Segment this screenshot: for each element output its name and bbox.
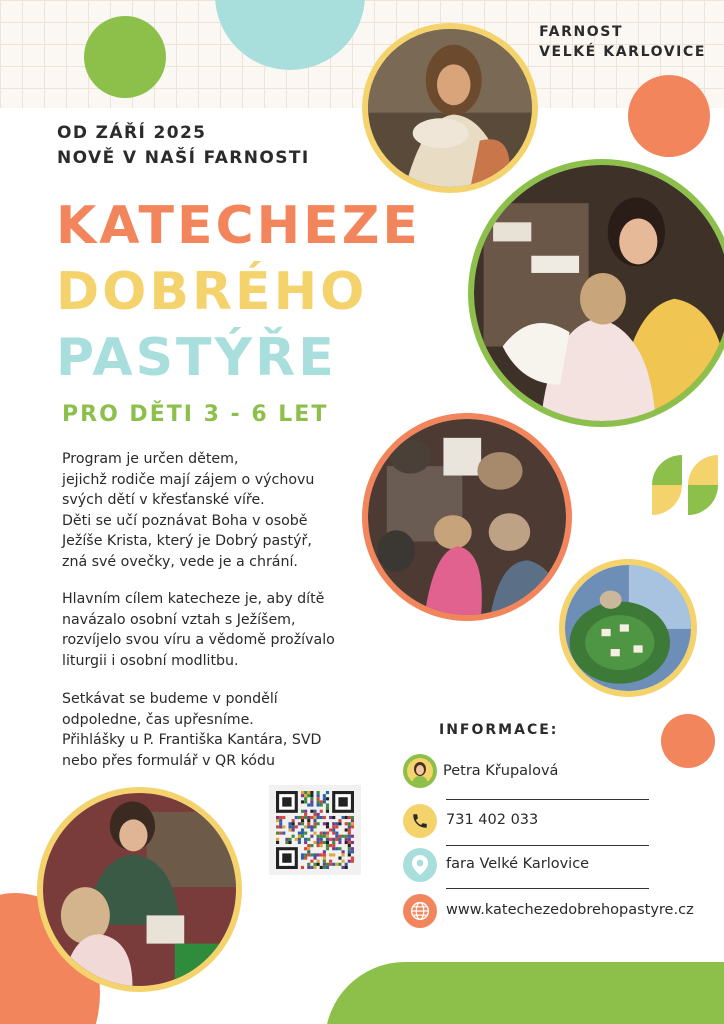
qr-module	[288, 828, 291, 831]
qr-module	[301, 800, 304, 803]
qr-module	[320, 844, 323, 847]
qr-module	[288, 838, 291, 841]
qr-module	[276, 832, 279, 835]
qr-module	[323, 853, 326, 856]
qr-module	[348, 832, 351, 835]
qr-module	[326, 797, 329, 800]
qr-module	[307, 794, 310, 797]
text-line: Program je určen dětem,	[62, 451, 239, 467]
qr-module	[304, 857, 307, 860]
new-in-parish: NOVĚ V NAŠÍ FARNOSTI	[57, 148, 310, 168]
qr-module	[301, 835, 304, 838]
contact-name: Petra Křupalová	[443, 763, 559, 779]
qr-module	[288, 825, 291, 828]
qr-module	[348, 822, 351, 825]
qr-module	[348, 828, 351, 831]
qr-module	[348, 860, 351, 863]
text-line: odpoledne, čas upřesníme.	[62, 711, 254, 728]
qr-module	[276, 819, 279, 822]
qr-module	[320, 853, 323, 856]
qr-module	[307, 803, 310, 806]
qr-module	[310, 828, 313, 831]
text-line: Přihlášky u P. Františka Kantára, SVD	[62, 732, 322, 748]
qr-module	[317, 822, 320, 825]
registration-qr-code[interactable]	[269, 785, 361, 875]
qr-module	[326, 835, 329, 838]
qr-module	[313, 857, 316, 860]
paragraph-goal	[62, 589, 392, 671]
qr-module	[313, 841, 316, 844]
sheep-model-photo	[559, 559, 697, 697]
qr-module	[323, 841, 326, 844]
qr-module	[298, 816, 301, 819]
qr-module	[310, 800, 313, 803]
qr-module	[307, 816, 310, 819]
qr-module	[335, 847, 338, 850]
divider	[446, 888, 649, 889]
text-line: zná své ovečky, vede je a chrání.	[62, 553, 298, 570]
parish-name	[539, 22, 706, 62]
qr-module	[307, 825, 310, 828]
qr-module	[282, 832, 285, 835]
qr-module	[342, 816, 345, 819]
qr-module	[317, 800, 320, 803]
qr-module	[304, 816, 307, 819]
qr-module	[304, 797, 307, 800]
qr-module	[323, 835, 326, 838]
qr-module	[332, 847, 335, 850]
qr-module	[313, 866, 316, 869]
qr-module	[332, 822, 335, 825]
qr-module	[348, 841, 351, 844]
qr-module	[351, 850, 354, 853]
qr-module	[292, 819, 295, 822]
qr-module	[301, 791, 304, 794]
green-circle-top	[84, 16, 166, 98]
title-line-3: PASTÝŘE	[56, 328, 337, 388]
qr-module	[304, 794, 307, 797]
qr-finder-pattern	[338, 797, 347, 806]
qr-module	[351, 835, 354, 838]
orange-circle-right	[628, 75, 710, 157]
globe-icon	[403, 894, 437, 928]
location-text: fara Velké Karlovice	[446, 856, 590, 872]
qr-module	[304, 847, 307, 850]
catechist-with-child-photo	[468, 159, 724, 427]
qr-module	[279, 819, 282, 822]
qr-module	[351, 857, 354, 860]
qr-module	[307, 791, 310, 794]
qr-module	[342, 860, 345, 863]
qr-module	[317, 803, 320, 806]
qr-module	[310, 794, 313, 797]
qr-module	[326, 832, 329, 835]
qr-module	[335, 835, 338, 838]
qr-module	[345, 828, 348, 831]
qr-module	[320, 866, 323, 869]
qr-module	[301, 819, 304, 822]
qr-module	[338, 841, 341, 844]
qr-module	[279, 832, 282, 835]
qr-module	[301, 794, 304, 797]
qr-module	[310, 866, 313, 869]
qr-module	[282, 816, 285, 819]
qr-module	[351, 841, 354, 844]
qr-module	[320, 810, 323, 813]
qr-module	[338, 863, 341, 866]
qr-module	[326, 847, 329, 850]
qr-module	[332, 853, 335, 856]
qr-module	[345, 835, 348, 838]
qr-module	[298, 835, 301, 838]
qr-module	[348, 847, 351, 850]
divider	[446, 845, 649, 846]
qr-module	[298, 838, 301, 841]
qr-module	[304, 825, 307, 828]
qr-module	[310, 860, 313, 863]
qr-finder-pattern	[282, 853, 291, 862]
qr-module	[326, 822, 329, 825]
qr-module	[320, 832, 323, 835]
qr-module	[276, 841, 279, 844]
qr-module	[292, 822, 295, 825]
children-activity-photo	[362, 413, 572, 621]
qr-module	[332, 825, 335, 828]
qr-module	[317, 791, 320, 794]
qr-module	[304, 810, 307, 813]
qr-module	[279, 816, 282, 819]
qr-module	[326, 803, 329, 806]
start-date: OD ZÁŘÍ 2025	[57, 123, 207, 143]
qr-module	[348, 825, 351, 828]
qr-module	[310, 825, 313, 828]
qr-module	[351, 822, 354, 825]
qr-module	[326, 841, 329, 844]
qr-module	[326, 810, 329, 813]
qr-module	[351, 825, 354, 828]
qr-module	[323, 816, 326, 819]
qr-module	[276, 838, 279, 841]
qr-module	[304, 791, 307, 794]
qr-module	[326, 807, 329, 810]
parish-line-1: FARNOST	[539, 24, 624, 40]
qr-module	[342, 850, 345, 853]
qr-module	[329, 853, 332, 856]
qr-module	[304, 813, 307, 816]
website-link[interactable]: www.katechezedobrehopastyre.cz	[446, 902, 694, 918]
qr-module	[326, 791, 329, 794]
qr-module	[338, 857, 341, 860]
paragraph-purpose	[62, 449, 392, 572]
qr-module	[301, 857, 304, 860]
parish-line-2: VELKÉ KARLOVICE	[539, 44, 706, 60]
qr-module	[323, 860, 326, 863]
qr-module	[329, 838, 332, 841]
divider	[446, 799, 649, 800]
qr-module	[301, 866, 304, 869]
qr-module	[307, 853, 310, 856]
qr-module	[335, 863, 338, 866]
qr-module	[301, 810, 304, 813]
text-line: Ježíše Krista, který je Dobrý pastýř,	[62, 533, 312, 549]
qr-module	[345, 822, 348, 825]
qr-module	[317, 838, 320, 841]
qr-module	[288, 841, 291, 844]
text-line: svých dětí v křesťanské víře.	[62, 492, 265, 508]
qr-module	[323, 866, 326, 869]
qr-module	[323, 822, 326, 825]
qr-module	[298, 841, 301, 844]
qr-module	[317, 797, 320, 800]
qr-module	[307, 850, 310, 853]
qr-module	[335, 832, 338, 835]
qr-module	[342, 866, 345, 869]
qr-module	[326, 844, 329, 847]
qr-module	[329, 816, 332, 819]
qr-module	[304, 853, 307, 856]
qr-module	[332, 816, 335, 819]
text-line: nebo přes formulář v QR kódu	[62, 752, 275, 769]
qr-module	[338, 838, 341, 841]
text-line: Děti se učí poznávat Boha v osobě	[62, 512, 308, 529]
qr-module	[301, 822, 304, 825]
qr-module	[285, 838, 288, 841]
qr-module	[323, 863, 326, 866]
qr-module	[295, 825, 298, 828]
qr-module	[332, 832, 335, 835]
qr-module	[310, 810, 313, 813]
qr-module	[345, 863, 348, 866]
qr-module	[298, 822, 301, 825]
qr-module	[326, 866, 329, 869]
text-line: rozvíjelo svou víru a vědomě prožívalo	[62, 632, 335, 648]
qr-module	[323, 850, 326, 853]
qr-module	[304, 800, 307, 803]
qr-module	[313, 832, 316, 835]
qr-module	[332, 828, 335, 831]
qr-module	[345, 866, 348, 869]
qr-module	[323, 800, 326, 803]
qr-module	[276, 816, 279, 819]
qr-module	[301, 816, 304, 819]
qr-module	[351, 847, 354, 850]
qr-module	[292, 825, 295, 828]
qr-module	[307, 847, 310, 850]
qr-module	[345, 816, 348, 819]
qr-module	[301, 853, 304, 856]
qr-module	[295, 838, 298, 841]
qr-module	[317, 835, 320, 838]
text-line: liturgii i osobní modlitbu.	[62, 652, 239, 669]
qr-module	[317, 860, 320, 863]
phone-number[interactable]: 731 402 033	[446, 812, 539, 828]
qr-module	[338, 847, 341, 850]
qr-module	[313, 863, 316, 866]
qr-module	[329, 828, 332, 831]
qr-finder-pattern	[282, 797, 291, 806]
qr-module	[313, 816, 316, 819]
qr-module	[310, 791, 313, 794]
qr-module	[282, 825, 285, 828]
qr-module	[348, 850, 351, 853]
qr-module	[313, 822, 316, 825]
qr-module	[320, 803, 323, 806]
qr-module	[307, 838, 310, 841]
qr-code-icon	[275, 791, 355, 869]
qr-module	[326, 825, 329, 828]
qr-module	[329, 863, 332, 866]
title-line-2: DOBRÉHO	[56, 262, 368, 322]
qr-module	[301, 828, 304, 831]
qr-module	[323, 794, 326, 797]
qr-module	[351, 816, 354, 819]
green-blob-bottom-right	[325, 962, 724, 1024]
qr-module	[348, 844, 351, 847]
location-pin-icon	[403, 848, 437, 882]
contact-person-icon	[403, 754, 437, 788]
qr-module	[295, 816, 298, 819]
qr-module	[307, 819, 310, 822]
title-line-1: KATECHEZE	[56, 196, 421, 256]
jesus-shepherd-photo	[362, 23, 538, 193]
qr-module	[279, 822, 282, 825]
qr-module	[351, 860, 354, 863]
qr-module	[317, 794, 320, 797]
qr-module	[348, 853, 351, 856]
qr-module	[351, 819, 354, 822]
qr-module	[298, 832, 301, 835]
qr-module	[307, 863, 310, 866]
qr-module	[320, 816, 323, 819]
qr-module	[313, 810, 316, 813]
qr-module	[335, 838, 338, 841]
text-line: navázalo osobní vztah s Ježíšem,	[62, 611, 296, 628]
qr-module	[332, 844, 335, 847]
qr-module	[345, 838, 348, 841]
qr-module	[338, 822, 341, 825]
age-subtitle: PRO DĚTI 3 - 6 LET	[62, 402, 329, 427]
qr-module	[332, 838, 335, 841]
qr-module	[304, 838, 307, 841]
qr-module	[317, 863, 320, 866]
qr-module	[335, 822, 338, 825]
qr-module	[313, 819, 316, 822]
qr-module	[313, 853, 316, 856]
qr-module	[338, 835, 341, 838]
geometric-decoration	[652, 455, 724, 515]
qr-module	[326, 838, 329, 841]
qr-module	[310, 803, 313, 806]
qr-module	[292, 828, 295, 831]
phone-icon[interactable]	[403, 804, 437, 838]
qr-module	[304, 832, 307, 835]
qr-module	[338, 819, 341, 822]
qr-module	[279, 825, 282, 828]
text-line: Hlavním cílem katecheze je, aby dítě	[62, 591, 325, 607]
qr-module	[323, 797, 326, 800]
qr-module	[285, 841, 288, 844]
qr-module	[320, 800, 323, 803]
qr-module	[342, 835, 345, 838]
qr-module	[317, 853, 320, 856]
qr-module	[323, 832, 326, 835]
info-heading: INFORMACE:	[439, 722, 559, 738]
qr-module	[335, 825, 338, 828]
qr-module	[317, 816, 320, 819]
text-line: Setkávat se budeme v pondělí	[62, 691, 278, 707]
qr-module	[332, 863, 335, 866]
qr-module	[320, 835, 323, 838]
qr-module	[320, 841, 323, 844]
qr-module	[317, 841, 320, 844]
paragraph-meetings	[62, 689, 392, 771]
qr-module	[348, 835, 351, 838]
qr-module	[276, 825, 279, 828]
qr-module	[313, 825, 316, 828]
qr-module	[313, 813, 316, 816]
text-line: jejichž rodiče mají zájem o výchovu	[62, 471, 315, 488]
start-date-block	[57, 121, 310, 171]
qr-module	[307, 822, 310, 825]
qr-module	[326, 863, 329, 866]
qr-module	[320, 838, 323, 841]
catechist-bottom-photo	[37, 787, 242, 992]
qr-module	[323, 857, 326, 860]
qr-module	[307, 866, 310, 869]
qr-module	[310, 844, 313, 847]
qr-module	[307, 844, 310, 847]
qr-module	[304, 841, 307, 844]
qr-module	[310, 835, 313, 838]
qr-module	[310, 797, 313, 800]
qr-module	[310, 816, 313, 819]
qr-module	[329, 844, 332, 847]
qr-module	[348, 838, 351, 841]
qr-module	[342, 853, 345, 856]
qr-module	[329, 860, 332, 863]
qr-module	[345, 841, 348, 844]
qr-module	[317, 844, 320, 847]
qr-module	[332, 841, 335, 844]
qr-module	[310, 853, 313, 856]
qr-module	[301, 832, 304, 835]
qr-module	[288, 822, 291, 825]
qr-module	[292, 835, 295, 838]
orange-circle-small	[661, 714, 715, 768]
qr-module	[317, 813, 320, 816]
qr-module	[348, 816, 351, 819]
